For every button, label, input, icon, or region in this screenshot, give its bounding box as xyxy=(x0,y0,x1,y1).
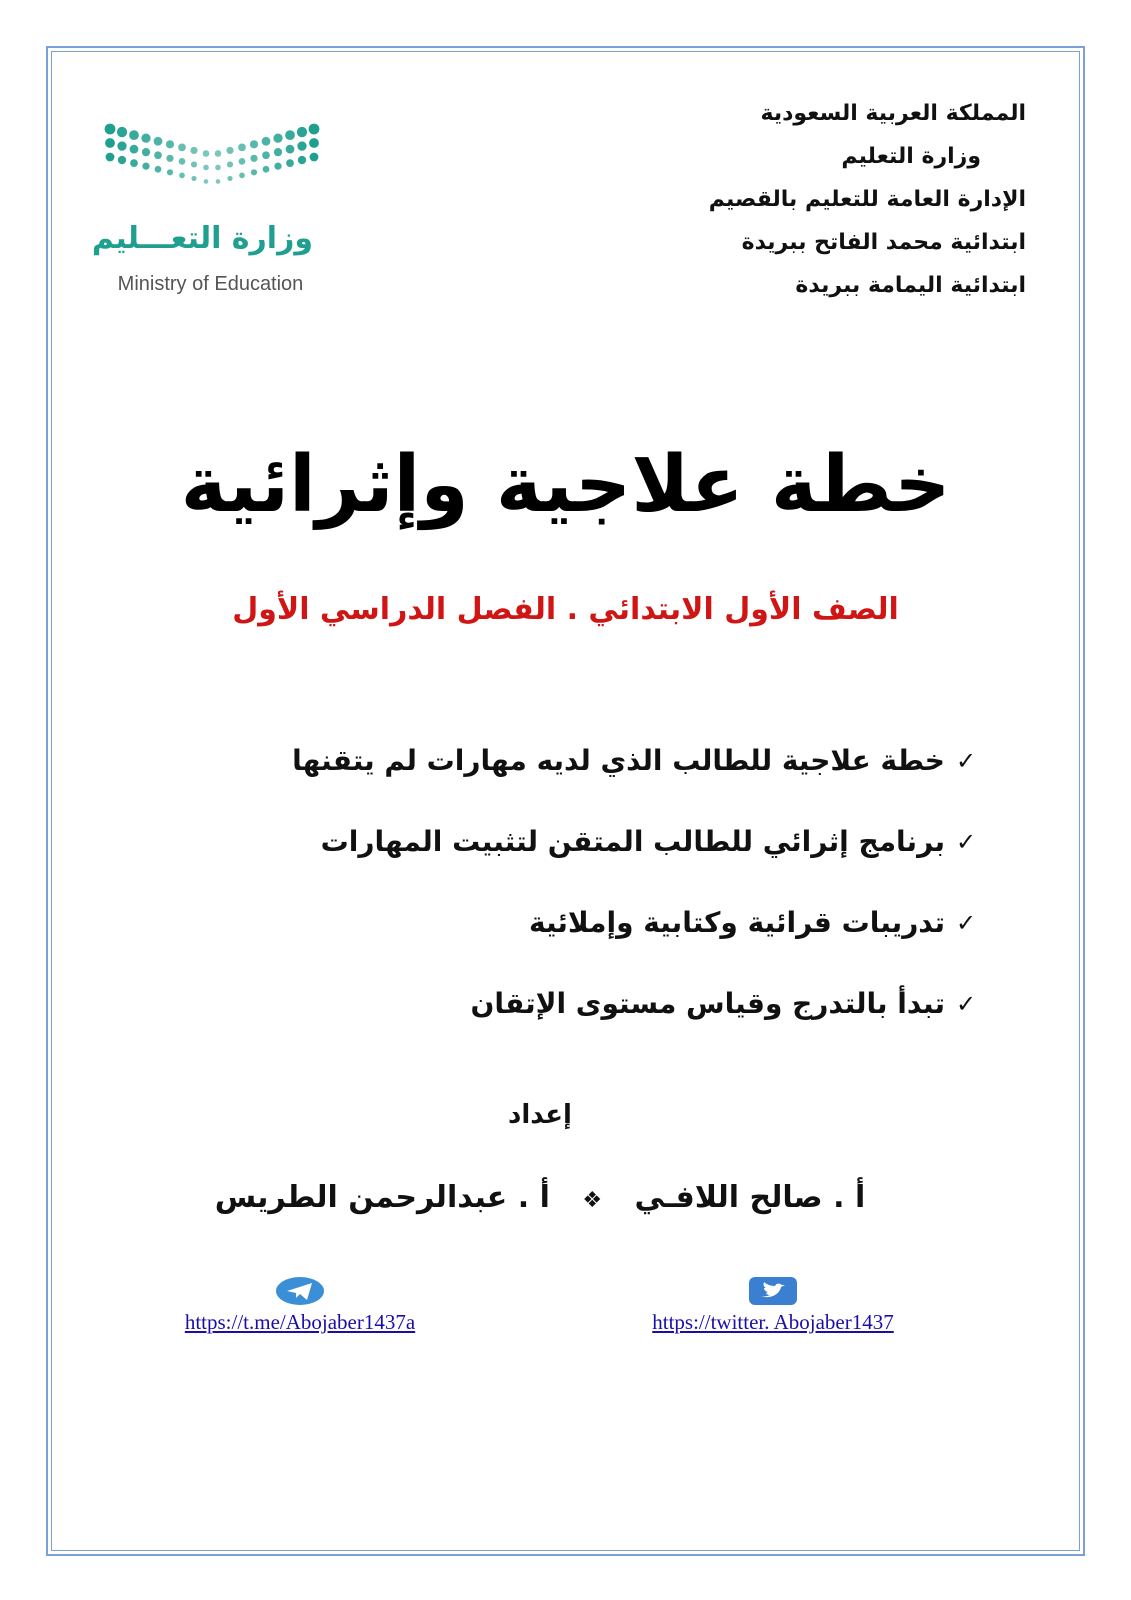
list-item xyxy=(221,882,981,963)
feature-list xyxy=(221,720,981,1044)
diamond-separator-icon: ❖ xyxy=(582,1188,603,1213)
logo-arabic-text: وزارة التعـــليم xyxy=(91,221,313,256)
author-first: أ . صالح اللافـي xyxy=(634,1180,866,1215)
author-second: أ . عبدالرحمن الطريس xyxy=(214,1180,550,1215)
header-line-ministry: وزارة التعليم xyxy=(841,144,981,169)
authors-line xyxy=(200,1180,880,1215)
twitter-contact xyxy=(613,1276,933,1335)
list-item-text: تبدأ بالتدرج وقياس مستوى الإتقان xyxy=(470,987,945,1020)
list-item-text: برنامج إثرائي للطالب المتقن لتثبيت المهارات xyxy=(320,825,945,858)
list-item-text: تدريبات قرائية وكتابية وإملائية xyxy=(529,906,945,939)
list-item xyxy=(221,801,981,882)
twitter-icon xyxy=(748,1276,798,1306)
header-line-school-1: ابتدائية محمد الفاتح ببريدة xyxy=(741,230,1026,255)
header-line-school-2: ابتدائية اليمامة ببريدة xyxy=(795,273,1026,298)
ministry-logo xyxy=(91,115,330,315)
logo-english-text: Ministry of Education xyxy=(117,273,304,295)
checkmark-icon: ✓ xyxy=(955,908,977,937)
telegram-link[interactable]: https://t.me/Abojaber1437a xyxy=(184,1310,416,1334)
checkmark-icon: ✓ xyxy=(955,989,977,1018)
prepared-by-label: إعداد xyxy=(508,1100,572,1130)
header-line-kingdom: المملكة العربية السعودية xyxy=(760,101,1026,126)
twitter-link[interactable]: https://twitter. Abojaber1437 xyxy=(652,1310,894,1334)
telegram-contact xyxy=(140,1276,460,1335)
logo-dots-icon xyxy=(100,115,330,215)
checkmark-icon: ✓ xyxy=(955,746,977,775)
header-line-directorate: الإدارة العامة للتعليم بالقصيم xyxy=(708,187,1026,212)
list-item xyxy=(221,963,981,1044)
list-item-text: خطة علاجية للطالب الذي لديه مهارات لم يتقنها xyxy=(292,744,945,777)
page-title: خطة علاجية وإثرائية xyxy=(180,440,951,530)
checkmark-icon: ✓ xyxy=(955,827,977,856)
telegram-icon xyxy=(275,1276,325,1306)
header-institution-lines xyxy=(606,92,1026,307)
list-item xyxy=(221,720,981,801)
page-subtitle: الصف الأول الابتدائي . الفصل الدراسي الأول xyxy=(232,592,899,627)
